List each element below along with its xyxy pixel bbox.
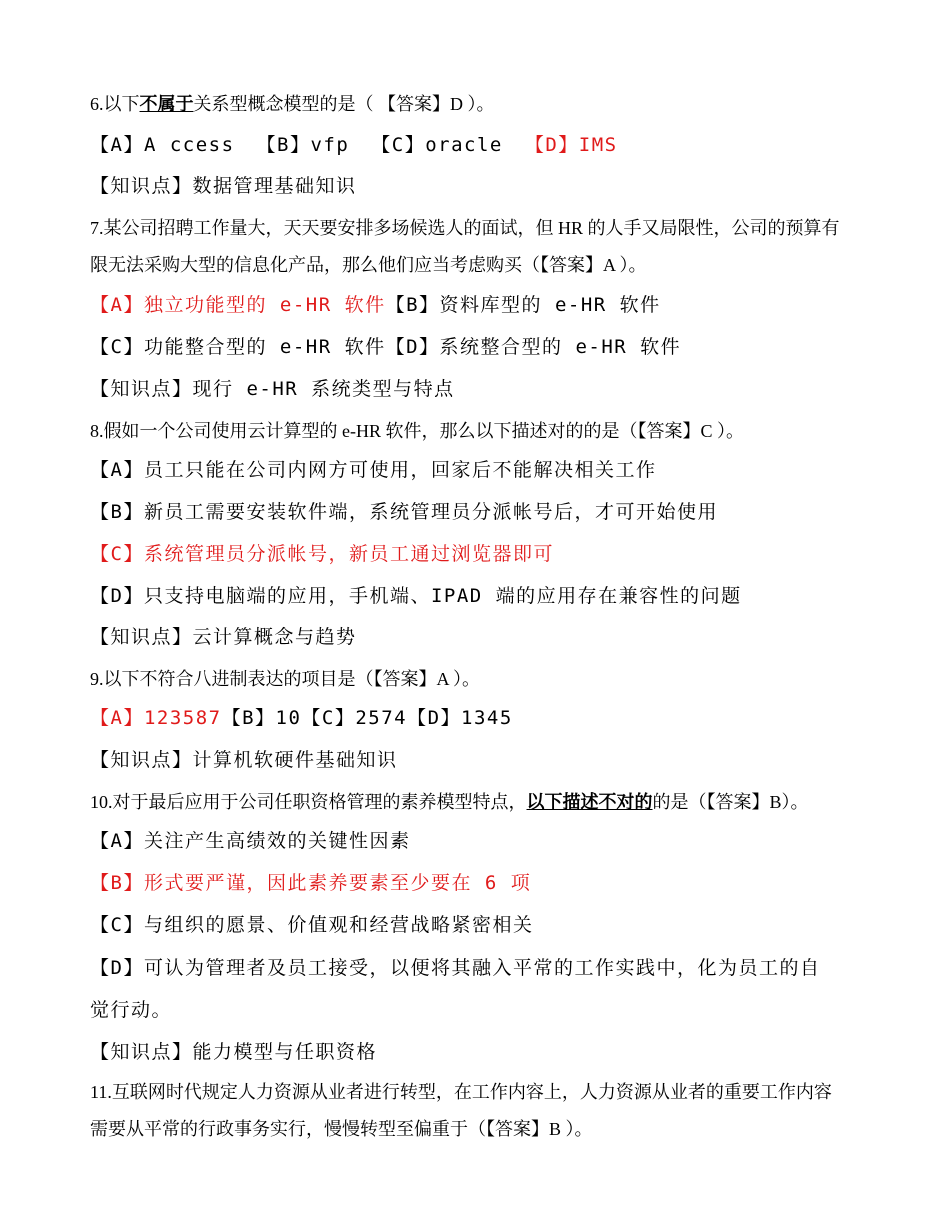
q6-stem-suffix: 关系型概念模型的是（ 【答案】D ）。 (193, 94, 495, 114)
q6-option-b: 【B】vfp (256, 134, 350, 156)
q8-stem: 8.假如一个公司使用云计算型的 e-HR 软件，那么以下描述对的的是（【答案】C ）。 (90, 421, 744, 441)
q7-options-cd (90, 332, 681, 359)
q7-knowledge: 【知识点】现行 e-HR 系统类型与特点 (90, 378, 455, 400)
q10-option-d-line2: 觉行动。 (90, 999, 173, 1021)
q10-option-d-line1: 【D】可认为管理者及员工接受，以便将其融入平常的工作实践中，化为员工的自 (90, 957, 821, 979)
q6-knowledge: 【知识点】数据管理基础知识 (90, 175, 357, 197)
q9-stem: 9.以下不符合八进制表达的项目是（【答案】A ）。 (90, 669, 481, 689)
q9-option-a-answer: 【A】123587 (90, 707, 222, 729)
q9-option-b: 【B】10 (221, 707, 302, 729)
q10-stem-emphasis: 以下描述不对的 (526, 792, 653, 812)
q9-knowledge: 【知识点】计算机软硬件基础知识 (90, 749, 398, 771)
q8-option-a: 【A】员工只能在公司内网方可使用，回家后不能解决相关工作 (90, 459, 657, 481)
q10-stem (90, 788, 809, 814)
q7-option-c: 【C】功能整合型的 e-HR 软件 (90, 336, 386, 358)
q6-stem-emphasis: 不属于 (139, 94, 194, 114)
q11-stem-line1: 11.互联网时代规定人力资源从业者进行转型，在工作内容上，人力资源从业者的重要工作内容 (90, 1082, 832, 1102)
q10-stem-prefix: 10.对于最后应用于公司任职资格管理的素养模型特点， (90, 792, 527, 812)
q6-options (90, 130, 618, 157)
q8-option-c-answer: 【C】系统管理员分派帐号，新员工通过浏览器即可 (90, 543, 554, 565)
q10-option-b-answer: 【B】形式要严谨，因此素养要素至少要在 6 项 (90, 872, 532, 894)
q7-option-d: 【D】系统整合型的 e-HR 软件 (385, 336, 682, 358)
q10-stem-suffix: 的是（【答案】B）。 (652, 792, 809, 812)
q8-option-b: 【B】新员工需要安装软件端，系统管理员分派帐号后，才可开始使用 (90, 501, 718, 523)
q6-stem (90, 90, 495, 116)
q9-options (90, 703, 513, 730)
q9-option-c: 【C】2574 (301, 707, 408, 729)
q11-stem-line2: 需要从平常的行政事务实行，慢慢转型至偏重于（【答案】B ）。 (90, 1119, 593, 1139)
q7-option-b: 【B】资料库型的 e-HR 软件 (385, 294, 661, 316)
q10-option-a: 【A】关注产生高绩效的关键性因素 (90, 830, 411, 852)
q7-option-a-answer: 【A】独立功能型的 e-HR 软件 (90, 294, 386, 316)
q6-option-c: 【C】oracle (371, 134, 503, 156)
q10-knowledge: 【知识点】能力模型与任职资格 (90, 1041, 378, 1063)
q8-knowledge: 【知识点】云计算概念与趋势 (90, 626, 357, 648)
q6-option-a: 【A】A ccess (90, 134, 235, 156)
q7-options-ab (90, 290, 661, 317)
q6-option-d-answer: 【D】IMS (524, 134, 618, 156)
q8-option-d: 【D】只支持电脑端的应用，手机端、IPAD 端的应用存在兼容性的问题 (90, 585, 742, 607)
q7-stem-line1: 7.某公司招聘工作量大，天天要安排多场候选人的面试，但 HR 的人手又局限性，公司的预算有 (90, 218, 840, 238)
q6-stem-prefix: 6.以下 (90, 94, 140, 114)
q7-stem-line2: 限无法采购大型的信息化产品，那么他们应当考虑购买（【答案】A ）。 (90, 255, 647, 275)
q10-option-c: 【C】与组织的愿景、价值观和经营战略紧密相关 (90, 914, 534, 936)
q9-option-d: 【D】1345 (407, 707, 513, 729)
